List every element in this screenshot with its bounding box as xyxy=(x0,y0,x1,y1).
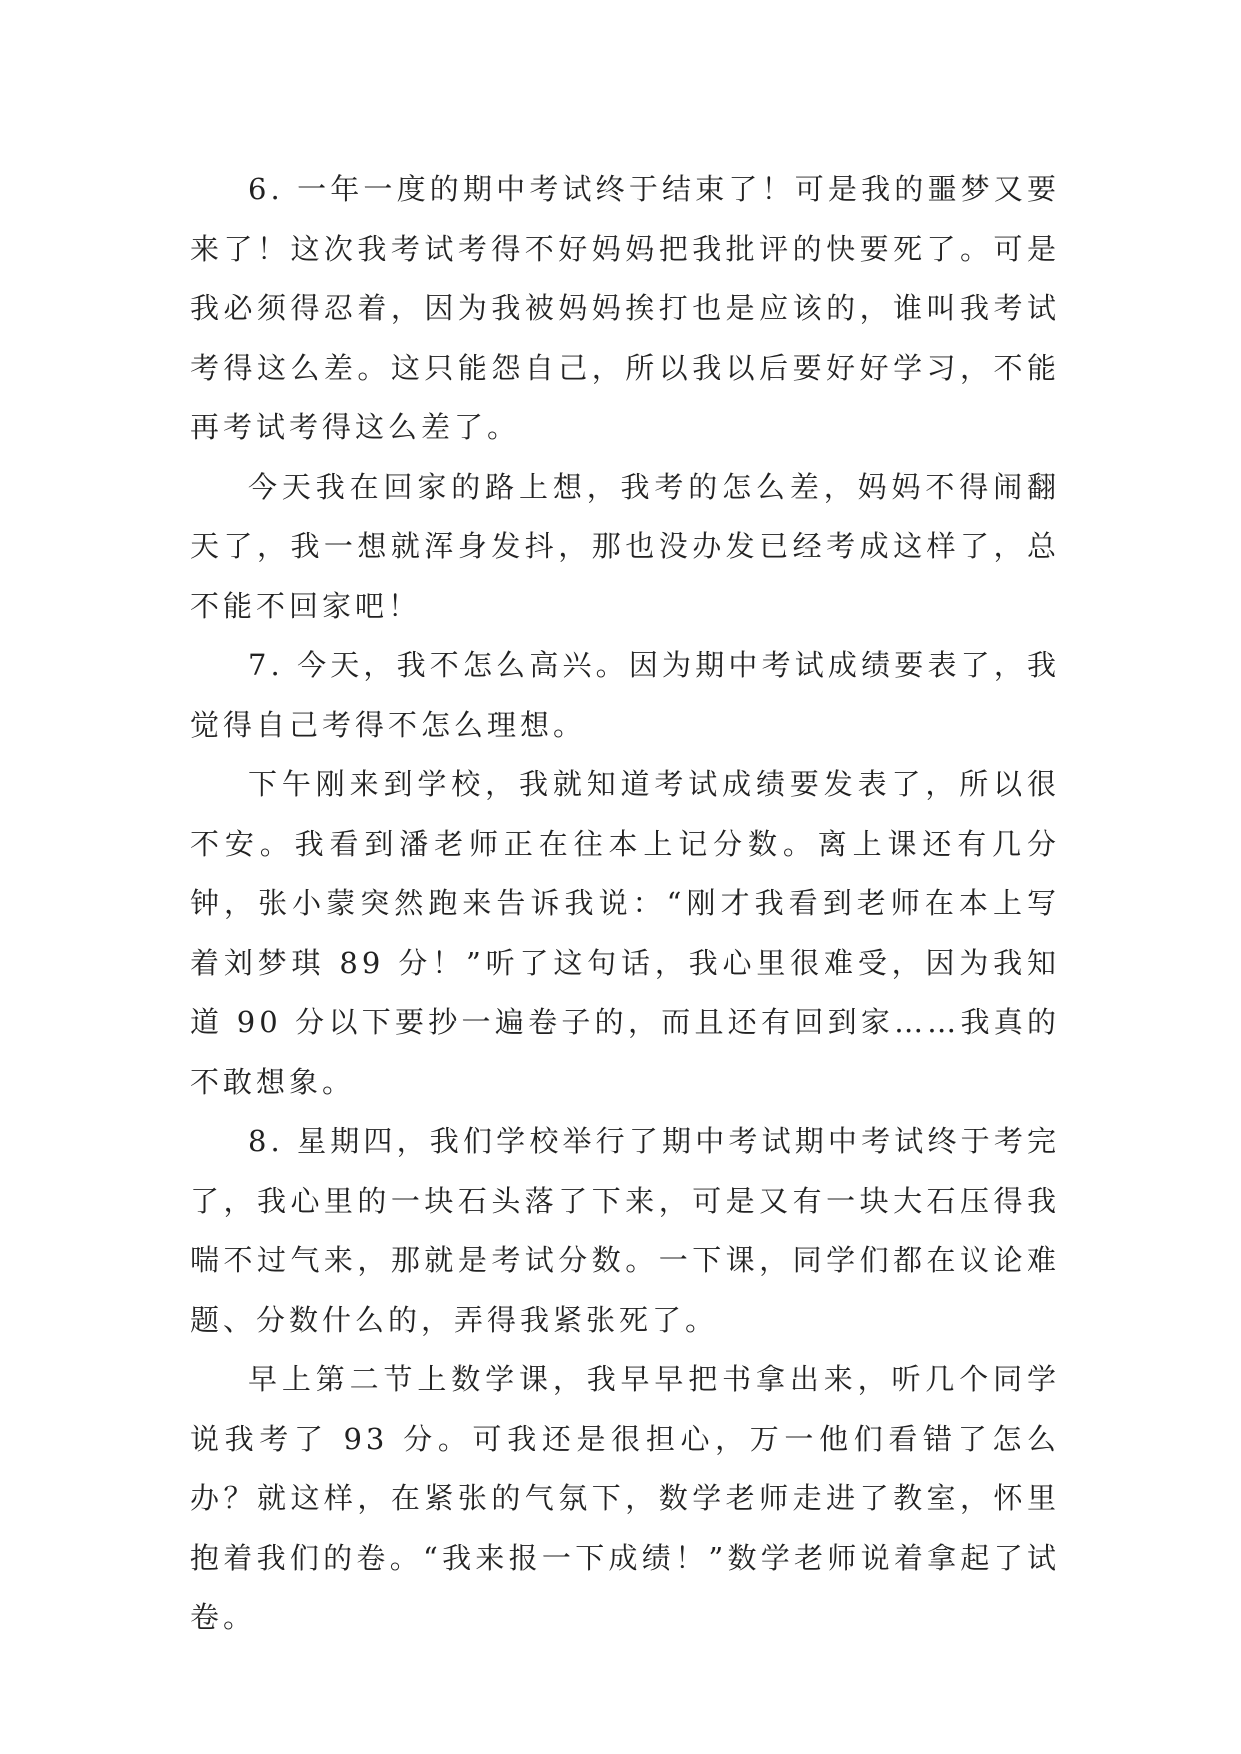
paragraph-essay-6-continued: 今天我在回家的路上想，我考的怎么差，妈妈不得闹翻天了，我一想就浑身发抖，那也没办发已经考成这样了，总不能不回家吧！ xyxy=(190,469,1060,623)
paragraph-essay-7-continued: 下午刚来到学校，我就知道考试成绩要发表了，所以很不安。我看到潘老师正在往本上记分数。离上课还有几分钟，张小蒙突然跑来告诉我说：“刚才我看到老师在本上写着刘梦琪 89 分！”听了这句话，我心里很难受，因为我知道 90 分以下要抄一遍卷子的，而且还有回到家……我真的不敢想象。 xyxy=(190,767,1060,1099)
paragraph-essay-7: 7. 今天，我不怎么高兴。因为期中考试成绩要表了，我觉得自己考得不怎么理想。 xyxy=(190,648,1060,742)
paragraph-essay-8-continued: 早上第二节上数学课，我早早把书拿出来，听几个同学说我考了 93 分。可我还是很担心，万一他们看错了怎么办？就这样，在紧张的气氛下，数学老师走进了教室，怀里抱着我们的卷。“我来报一下成绩！”数学老师说着拿起了试卷。 xyxy=(190,1362,1060,1634)
paragraph-essay-6: 6. 一年一度的期中考试终于结束了！可是我的噩梦又要来了！这次我考试考得不好妈妈把我批评的快要死了。可是我必须得忍着，因为我被妈妈挨打也是应该的，谁叫我考试考得这么差。这只能怨自己，所以我以后要好好学习，不能再考试考得这么差了。 xyxy=(190,172,1060,444)
document-page xyxy=(190,160,1060,1648)
paragraph-essay-8: 8. 星期四，我们学校举行了期中考试期中考试终于考完了，我心里的一块石头落了下来，可是又有一块大石压得我喘不过气来，那就是考试分数。一下课，同学们都在议论难题、分数什么的，弄得我紧张死了。 xyxy=(190,1124,1060,1337)
